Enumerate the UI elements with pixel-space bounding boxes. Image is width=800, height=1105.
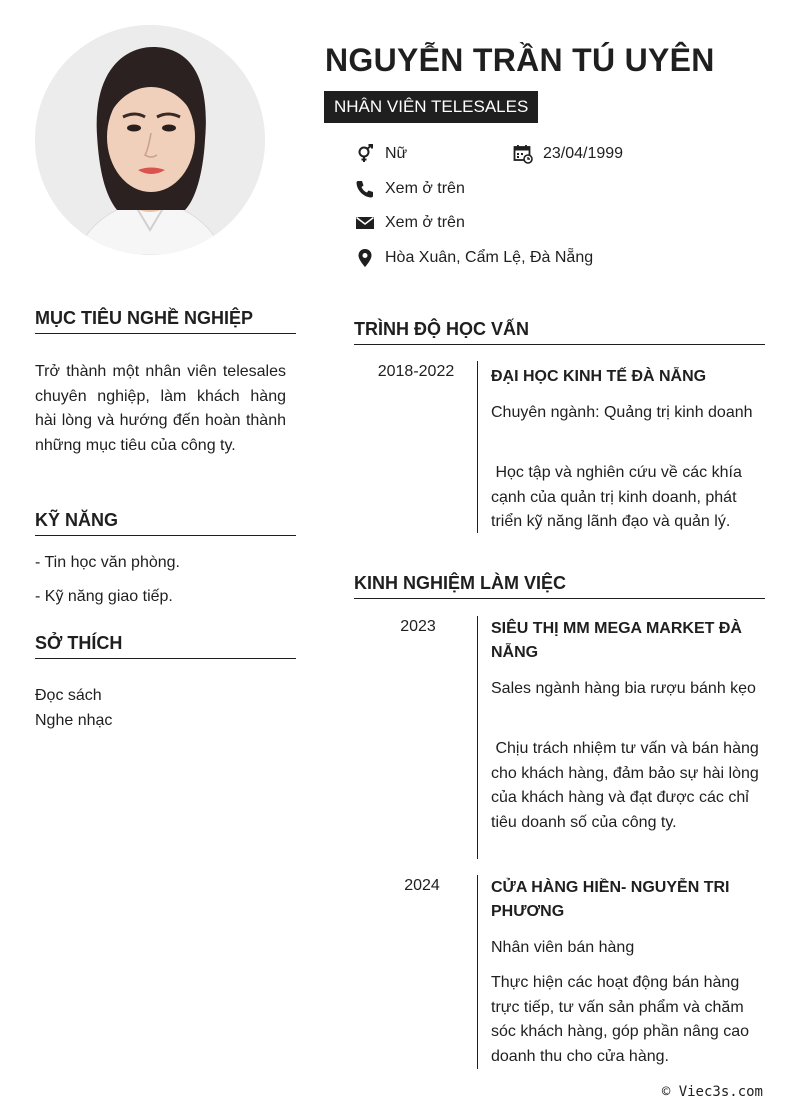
- objective-title: MỤC TIÊU NGHỀ NGHIỆP: [35, 308, 296, 334]
- experience-description: Thực hiện các hoạt động bán hàng trực tiếp, tư vấn sản phẩm và chăm sóc khách hàng, góp phần nâng cao doanh thu cho cửa hàng.: [491, 974, 749, 1065]
- experience-description: Chịu trách nhiệm tư vấn và bán hàng cho khách hàng, đảm bảo sự hài lòng của khách hàng và đạt được các chỉ tiêu doanh số của công ty.: [491, 740, 764, 831]
- timeline-divider: [477, 616, 478, 859]
- education-major: Chuyên ngành: Quảng trị kinh doanh: [491, 404, 753, 421]
- education-years: 2018-2022: [377, 363, 455, 380]
- copyright-footer: © Viec3s.com: [661, 1084, 763, 1100]
- timeline-divider: [477, 361, 478, 533]
- experience-company: SIÊU THỊ MM MEGA MARKET ĐÀ NẴNG: [491, 620, 742, 661]
- education-title: TRÌNH ĐỘ HỌC VẤN: [354, 319, 765, 345]
- hobbies-title: SỞ THÍCH: [35, 633, 296, 659]
- skill-item: - Kỹ năng giao tiếp.: [35, 588, 173, 605]
- education-school: ĐẠI HỌC KINH TẾ ĐÀ NẴNG: [491, 368, 707, 385]
- envelope-icon: [354, 212, 376, 234]
- gender-value: Nữ: [385, 145, 408, 162]
- hobby-item: Đọc sách: [35, 687, 102, 704]
- experience-role: Nhân viên bán hàng: [491, 939, 635, 956]
- skill-item: - Tin học văn phòng.: [35, 554, 180, 571]
- phone-row: [354, 178, 465, 200]
- email-row: [354, 212, 465, 234]
- experience-year: 2023: [400, 618, 436, 635]
- education-description: Học tập và nghiên cứu về các khía cạnh của quản trị kinh doanh, phát triển kỹ năng lãnh đạo và quản lý.: [491, 464, 747, 530]
- experience-title: KINH NGHIỆM LÀM VIỆC: [354, 573, 765, 599]
- birthday-row: [512, 143, 623, 165]
- profile-photo: [35, 25, 265, 255]
- hobby-item: Nghe nhạc: [35, 712, 113, 729]
- address-row: [354, 247, 593, 269]
- calendar-icon: [512, 143, 534, 165]
- phone-value: Xem ở trên: [385, 180, 465, 197]
- job-title-badge: NHÂN VIÊN TELESALES: [324, 91, 538, 123]
- candidate-name: NGUYỄN TRẦN TÚ UYÊN: [325, 42, 715, 78]
- objective-text: Trở thành một nhân viên telesales chuyên nghiệp, làm khách hàng hài lòng và hướng đến hoàn thành những mục tiêu của công ty.: [35, 363, 286, 454]
- phone-icon: [354, 178, 376, 200]
- timeline-divider: [477, 875, 478, 1069]
- map-pin-icon: [354, 247, 376, 269]
- address-value: Hòa Xuân, Cẩm Lệ, Đà Nẵng: [385, 249, 594, 266]
- birthday-value: 23/04/1999: [543, 145, 624, 162]
- email-value: Xem ở trên: [385, 214, 465, 231]
- skills-title: KỸ NĂNG: [35, 510, 296, 536]
- gender-icon: [354, 143, 376, 165]
- experience-year: 2024: [404, 877, 440, 894]
- gender-row: [354, 143, 407, 165]
- experience-role: Sales ngành hàng bia rượu bánh kẹo: [491, 680, 756, 697]
- avatar-illustration: [35, 25, 265, 255]
- experience-company: CỬA HÀNG HIỀN- NGUYỄN TRI PHƯƠNG: [491, 879, 730, 920]
